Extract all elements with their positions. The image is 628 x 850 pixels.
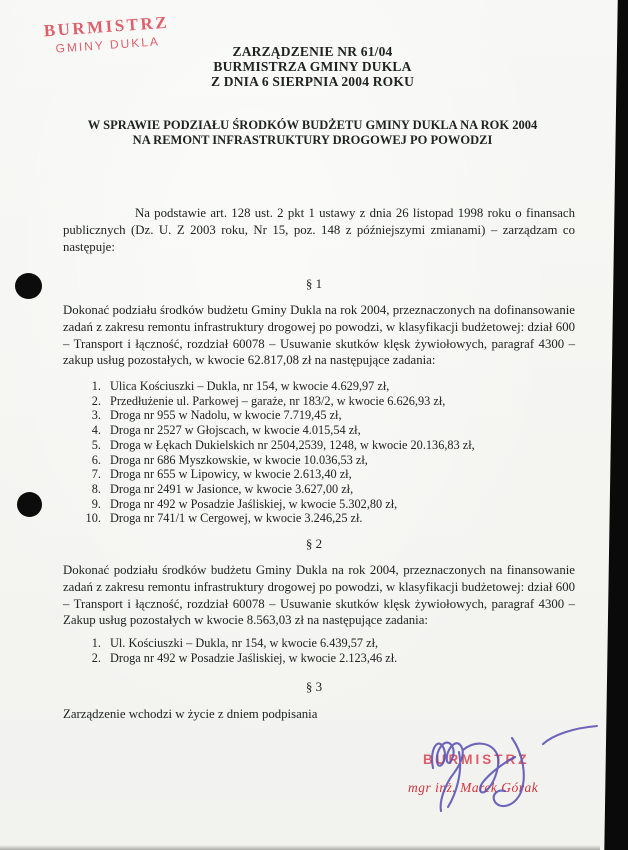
- list-item: 1. Ulica Kościuszki – Dukla, nr 154, w kwocie 4.629,97 zł,: [104, 379, 604, 394]
- office-stamp-line2: GMINY DUKLA: [55, 34, 161, 56]
- office-stamp-line1: BURMISTRZ: [43, 12, 170, 41]
- section-3-body: Zarządzenie wchodzi w życie z dniem podpisania: [63, 707, 318, 721]
- list-item: 7. Droga nr 655 w Lipowicy, w kwocie 2.613,40 zł,: [104, 467, 604, 482]
- subject-line-1: W SPRAWIE PODZIAŁU ŚRODKÓW BUDŻETU GMINY DUKLA NA ROK 2004: [87, 118, 538, 132]
- list-item: 5. Droga w Łękach Dukielskich nr 2504,2539, 1248, w kwocie 20.136,83 zł,: [104, 438, 604, 453]
- list-item: 10. Droga nr 741/1 w Cergowej, w kwocie 3.246,25 zł.: [104, 511, 604, 526]
- list-item: 4. Droga nr 2527 w Głojscach, w kwocie 4.015,54 zł,: [104, 423, 604, 438]
- document-subject: [45, 118, 580, 148]
- list-item: 1. Ul. Kościuszki – Dukla, nr 154, w kwocie 6.439,57 zł,: [104, 636, 604, 651]
- hole-punch-mark: [17, 492, 42, 517]
- document-title: [60, 45, 565, 89]
- list-item: 9. Droga nr 492 w Posadzie Jaśliskiej, w kwocie 5.302,80 zł,: [104, 497, 604, 512]
- hole-punch-mark: [15, 273, 42, 299]
- list-item: 8. Droga nr 2491 w Jasionce, w kwocie 3.627,00 zł,: [104, 482, 604, 497]
- section-1-heading: § 1: [305, 276, 323, 291]
- subject-line-2: NA REMONT INFRASTRUKTURY DROGOWEJ PO POWODZI: [132, 133, 493, 147]
- title-line-1: ZARZĄDZENIE NR 61/04: [232, 44, 393, 59]
- section-2-heading: § 2: [305, 536, 323, 551]
- section-1-body: Dokonać podziału środków budżetu Gminy Dukla na rok 2004, przeznaczonych na dofinansowanie zadań z zakresu remontu infrastruktury drogowej po powodzi, w klasyfikacji budżetowej: dział 600 – Transport i łączność, rozdział 60078 – Usuwanie skutków klęsk żywiołowych, paragraf 4300 –zakup usług pozostałych, w kwocie 62.817,08 zł na następujące zadania:: [63, 303, 575, 368]
- list-item: 3. Droga nr 955 w Nadolu, w kwocie 7.719,45 zł,: [104, 408, 604, 423]
- signer-name: mgr inż. Marek Górak: [408, 780, 539, 795]
- title-line-2: BURMISTRZA GMINY DUKLA: [213, 58, 412, 74]
- list-item: 2. Przedłużenie ul. Parkowej – garaże, nr 183/2, w kwocie 6.626,93 zł,: [104, 394, 604, 409]
- title-line-3: Z DNIA 6 SIERPNIA 2004 ROKU: [210, 73, 415, 89]
- list-item: 6. Droga nr 686 Myszkowskie, w kwocie 10.036,53 zł,: [104, 453, 604, 468]
- section-2-task-list: [63, 636, 604, 665]
- signature-stamp: BURMISTRZ: [423, 752, 530, 767]
- legal-preamble: Na podstawie art. 128 ust. 2 pkt 1 ustawy z dnia 26 listopad 1998 roku o finansach publicznych (Dz. U. Z 2003 roku, Nr 15, poz. 148 z późniejszymi zmianami) – zarządzam co następuje:: [63, 206, 575, 254]
- section-1-task-list: [63, 379, 604, 526]
- list-item: 2. Droga nr 492 w Posadzie Jaśliskiej, w kwocie 2.123,46 zł.: [104, 651, 604, 666]
- section-2-body: Dokonać podziału środków budżetu Gminy Dukla na rok 2004, przeznaczonych na finansowanie zadań z zakresu remontu infrastruktury drogowej po powodzi, w klasyfikacji budżetowej: dział 600 – Transport i łączność, rozdział 60078 – Usuwanie skutków klęsk żywiołowych, paragraf 4300 – Zakup usług pozostałych w kwocie 8.563,03 zł na następujące zadania:: [63, 563, 575, 628]
- handwritten-signature: [393, 710, 603, 822]
- section-3-heading: § 3: [305, 679, 323, 694]
- scan-edge-shadow-bottom: [0, 845, 600, 850]
